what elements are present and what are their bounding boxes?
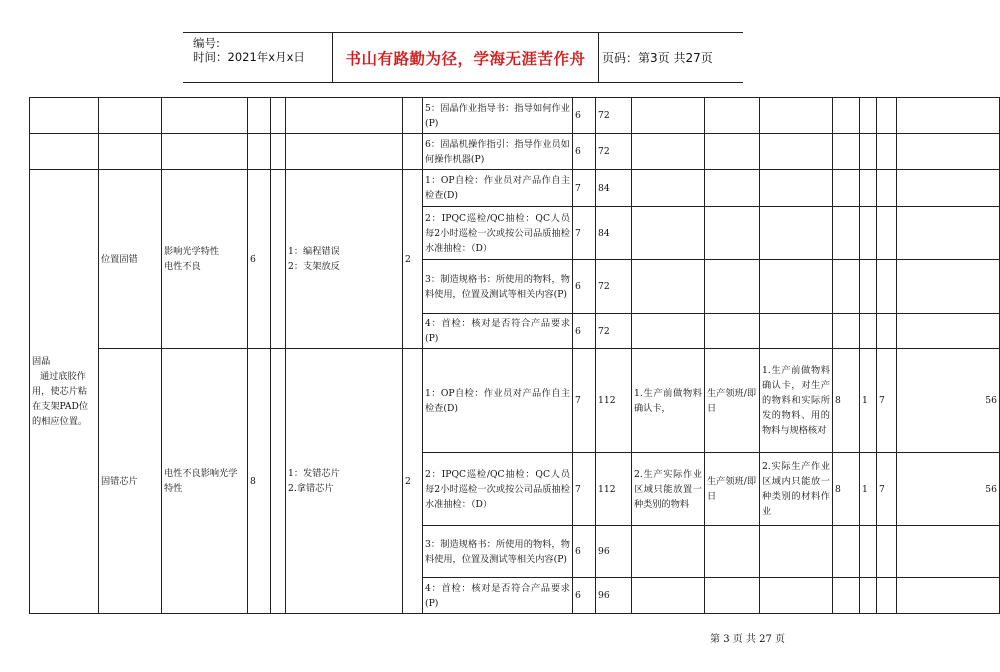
o2-cell	[860, 526, 877, 578]
process-name: 固晶	[32, 356, 51, 367]
detection-cell: 6	[573, 578, 596, 614]
rpn2-cell	[897, 526, 1000, 578]
failure-mode-cell: 固错芯片	[99, 349, 162, 614]
control-cell: 3：制造规格书：所使用的物料，物料使用，位置及测试等相关内容(P)	[423, 260, 573, 314]
rpn-cell: 96	[596, 526, 632, 578]
detection-cell: 6	[573, 134, 596, 170]
page-footer: 第 3 页 共 27 页	[710, 634, 785, 645]
s2-cell	[833, 98, 860, 134]
taken-cell	[760, 207, 833, 260]
header-page-info: 页码：第3页 共27页	[602, 51, 713, 65]
detection-cell: 6	[573, 526, 596, 578]
control-cell: 2：IPQC巡检/QC抽检：QC人员每2小时巡检一次或按公司品质抽检水准抽检：（D）	[423, 207, 573, 260]
taken-cell	[760, 260, 833, 314]
o2-cell	[860, 578, 877, 614]
taken-cell	[760, 578, 833, 614]
responsible-cell	[705, 170, 760, 207]
rpn-cell: 72	[596, 260, 632, 314]
effect-cell	[162, 134, 248, 170]
control-cell: 1：OP自检：作业员对产品作自主检查(D)	[423, 349, 573, 453]
o2-cell	[860, 260, 877, 314]
o2-cell	[860, 314, 877, 349]
d2-cell	[877, 98, 897, 134]
s2-cell	[833, 260, 860, 314]
control-cell: 3：制造规格书：所使用的物料，物料使用，位置及测试等相关内容(P)	[423, 526, 573, 578]
control-cell: 6：固晶机操作指引：指导作业员如何操作机器(P)	[423, 134, 573, 170]
occurrence-cell: 2	[403, 349, 423, 614]
severity-cell: 6	[248, 170, 271, 349]
failure-cause-cell: 1：编程错误 2：支架放反	[286, 170, 403, 349]
control-cell: 4：首检：核对是否符合产品要求(P)	[423, 314, 573, 349]
document-time-label: 时间：2021年x月x日	[193, 50, 305, 64]
table-row	[30, 134, 1000, 170]
action-cell	[632, 578, 705, 614]
o2-cell	[860, 207, 877, 260]
d2-cell	[877, 578, 897, 614]
action-cell	[632, 134, 705, 170]
o2-cell: 1	[860, 453, 877, 526]
control-cell: 2：IPQC巡检/QC抽检：QC人员每2小时巡检一次或按公司品质抽检水准抽检：（D）	[423, 453, 573, 526]
action-cell	[632, 170, 705, 207]
effect-cell	[162, 98, 248, 134]
control-cell: 5：固晶作业指导书：指导如何作业(P)	[423, 98, 573, 134]
control-cell: 4：首检：核对是否符合产品要求(P)	[423, 578, 573, 614]
responsible-cell	[705, 526, 760, 578]
s2-cell	[833, 314, 860, 349]
rpn2-cell	[897, 260, 1000, 314]
failure-mode-cell: 位置固错	[99, 170, 162, 349]
s2-cell	[833, 207, 860, 260]
s2-cell	[833, 526, 860, 578]
failure-effect-cell: 影响光学特性 电性不良	[162, 170, 248, 349]
d2-cell	[877, 526, 897, 578]
control-cell: 1：OP自检：作业员对产品作自主检查(D)	[423, 170, 573, 207]
action-cell	[632, 260, 705, 314]
detection-cell: 7	[573, 453, 596, 526]
s2-cell	[833, 170, 860, 207]
process-cell	[30, 98, 99, 134]
failure-effect-cell: 电性不良影响光学特性	[162, 349, 248, 614]
detection-cell: 6	[573, 314, 596, 349]
mode-cell	[99, 134, 162, 170]
detection-cell: 7	[573, 170, 596, 207]
detection-cell: 7	[573, 349, 596, 453]
d2-cell	[877, 260, 897, 314]
detection-cell: 6	[573, 260, 596, 314]
d2-cell	[877, 314, 897, 349]
taken-cell	[760, 98, 833, 134]
occurrence-cell	[403, 98, 423, 134]
responsible-cell	[705, 578, 760, 614]
taken-cell	[760, 170, 833, 207]
rpn-cell: 72	[596, 98, 632, 134]
responsible-cell	[705, 314, 760, 349]
taken-cell	[760, 134, 833, 170]
table-row	[30, 98, 1000, 134]
responsible-cell: 生产领班/即日	[705, 349, 760, 453]
o2-cell	[860, 134, 877, 170]
rpn2-cell	[897, 207, 1000, 260]
taken-cell	[760, 314, 833, 349]
recommended-action-cell: 1.生产前做物料确认卡，	[632, 349, 705, 453]
o2-cell	[860, 170, 877, 207]
cause-cell	[286, 98, 403, 134]
action-taken-cell: 1.生产前做物料确认卡，对生产的物料和实际所发的物料、用的物料与规格核对	[760, 349, 833, 453]
document-number-label: 编号:	[193, 36, 220, 50]
action-cell	[632, 526, 705, 578]
class-cell	[271, 170, 286, 349]
rpn-cell: 112	[596, 349, 632, 453]
occurrence-cell	[403, 134, 423, 170]
severity-cell	[248, 98, 271, 134]
detection-cell: 6	[573, 98, 596, 134]
rpn2-cell	[897, 578, 1000, 614]
s2-cell: 8	[833, 453, 860, 526]
rpn2-cell: 56	[897, 453, 1000, 526]
d2-cell	[877, 170, 897, 207]
o2-cell: 1	[860, 349, 877, 453]
d2-cell	[877, 207, 897, 260]
s2-cell	[833, 578, 860, 614]
mode-cell	[99, 98, 162, 134]
responsible-cell	[705, 207, 760, 260]
s2-cell	[833, 134, 860, 170]
responsible-cell	[705, 98, 760, 134]
action-cell	[632, 314, 705, 349]
d2-cell: 7	[877, 453, 897, 526]
severity-cell: 8	[248, 349, 271, 614]
table-row	[30, 170, 1000, 207]
page-header	[183, 32, 743, 83]
rpn2-cell	[897, 170, 1000, 207]
rpn-cell: 72	[596, 314, 632, 349]
occurrence-cell: 2	[403, 170, 423, 349]
recommended-action-cell: 2.生产实际作业区域只能放置一种类别的物料	[632, 453, 705, 526]
responsible-cell	[705, 134, 760, 170]
process-cell	[30, 134, 99, 170]
rpn-cell: 84	[596, 207, 632, 260]
class-cell	[271, 98, 286, 134]
rpn-cell: 84	[596, 170, 632, 207]
rpn-cell: 72	[596, 134, 632, 170]
responsible-cell: 生产领班/即日	[705, 453, 760, 526]
action-cell	[632, 98, 705, 134]
table-row	[30, 349, 1000, 453]
class-cell	[271, 349, 286, 614]
responsible-cell	[705, 260, 760, 314]
fmea-table	[29, 97, 1000, 614]
rpn2-cell	[897, 98, 1000, 134]
d2-cell: 7	[877, 349, 897, 453]
s2-cell: 8	[833, 349, 860, 453]
process-purpose: 通过底胶作用，使芯片粘在支架PAD位的相应位置。	[32, 371, 89, 427]
rpn-cell: 96	[596, 578, 632, 614]
rpn2-cell	[897, 134, 1000, 170]
rpn-cell: 112	[596, 453, 632, 526]
failure-cause-cell: 1：发错芯片 2.拿错芯片	[286, 349, 403, 614]
rpn2-cell: 56	[897, 349, 1000, 453]
process-cell	[30, 170, 99, 614]
o2-cell	[860, 98, 877, 134]
class-cell	[271, 134, 286, 170]
detection-cell: 7	[573, 207, 596, 260]
action-taken-cell: 2.实际生产作业区域内只能放一种类别的材料作业	[760, 453, 833, 526]
taken-cell	[760, 526, 833, 578]
d2-cell	[877, 134, 897, 170]
cause-cell	[286, 134, 403, 170]
header-meta	[183, 33, 333, 82]
header-slogan: 书山有路勤为径，学海无涯苦作舟	[333, 33, 599, 82]
action-cell	[632, 207, 705, 260]
severity-cell	[248, 134, 271, 170]
rpn2-cell	[897, 314, 1000, 349]
